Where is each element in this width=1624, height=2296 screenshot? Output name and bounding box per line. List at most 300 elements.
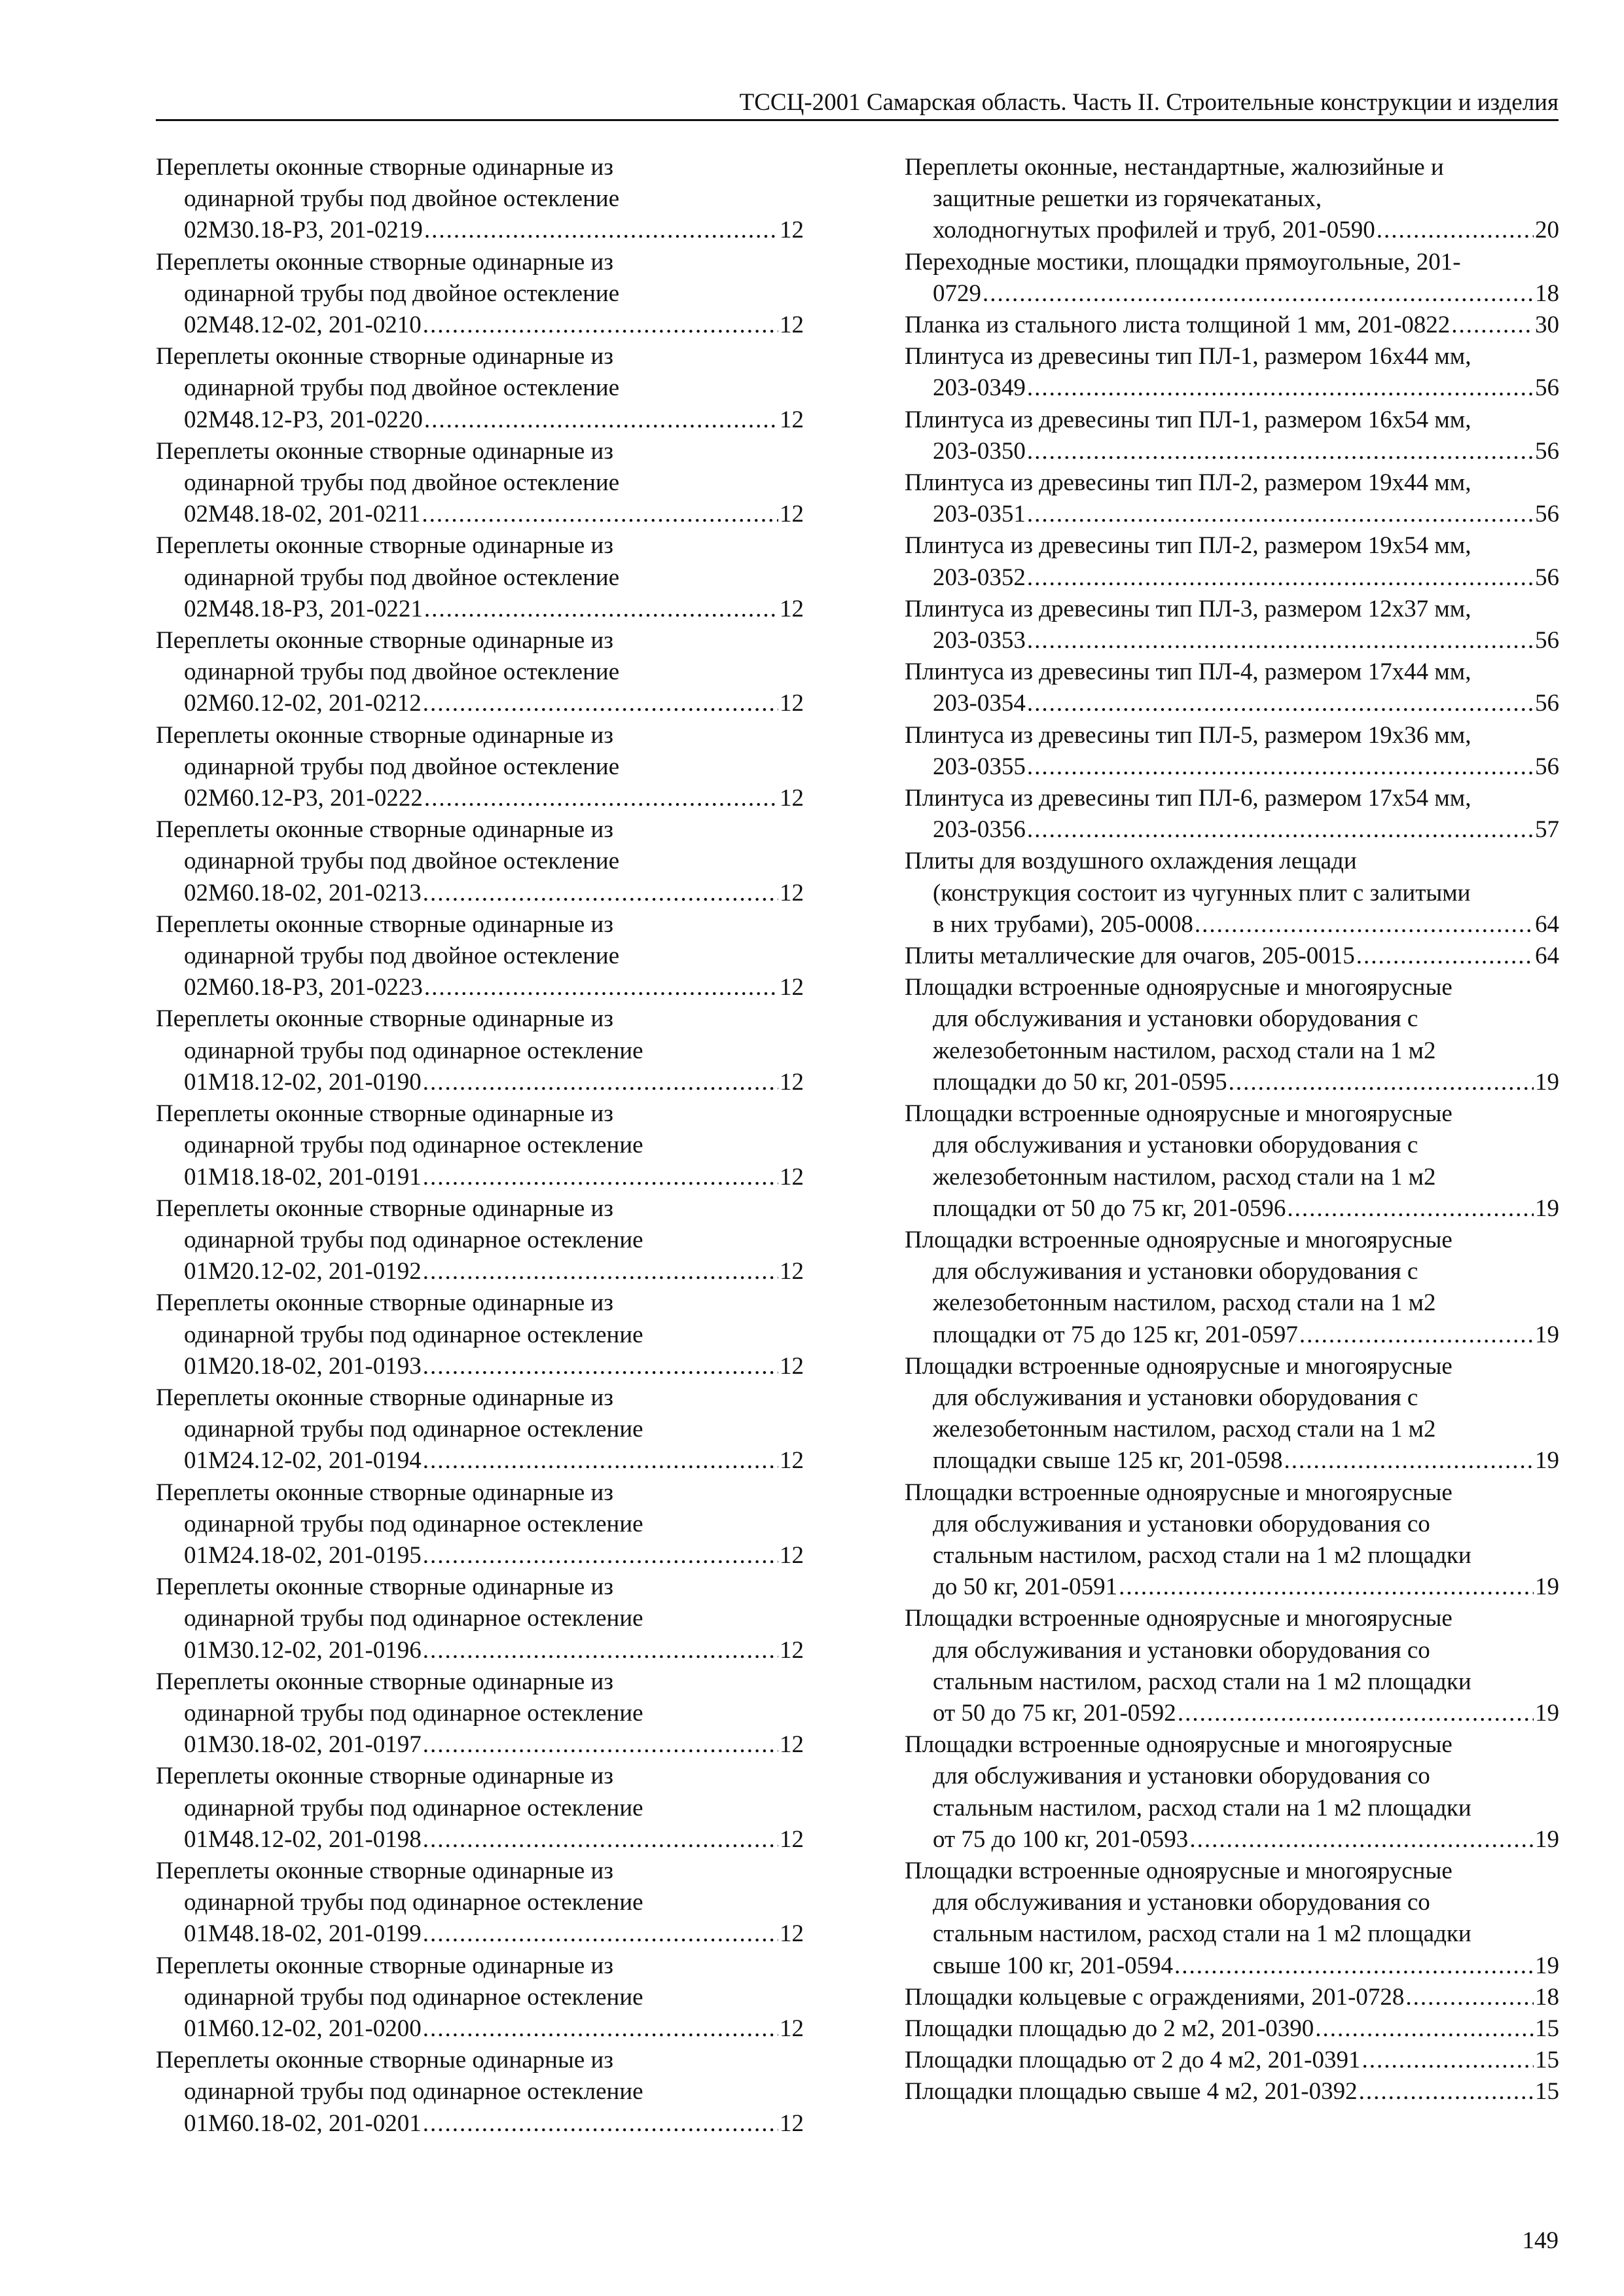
index-entry-text: Переплеты оконные створные одинарные из [156,343,613,370]
index-entry-last-line [156,1256,804,1287]
index-entry-last-line [905,215,1559,246]
index-entry-page: 20 [1535,217,1559,244]
dot-leader [1027,436,1534,467]
index-entry [905,720,1559,783]
index-entry-code: 02М30.18-Р3, 201-0219 [184,217,423,244]
index-entry-code: 203-0353 [933,627,1026,655]
index-entry-last-line [156,310,804,341]
index-entry-page: 64 [1535,942,1559,970]
index-entry-page: 18 [1535,279,1559,307]
index-entry [156,2045,804,2140]
index-entry-page: 12 [780,2015,804,2042]
dot-leader [1299,1319,1534,1351]
index-entry-text: Переплеты оконные створные одинарные из [156,1479,613,1506]
index-column-left [156,152,804,2140]
index-entry-code: 01М20.18-02, 201-0193 [184,1352,422,1380]
dot-leader [423,310,778,341]
index-entry-page: 15 [1535,2047,1559,2074]
dot-leader [1027,625,1534,656]
index-entry [905,1477,1559,1604]
index-entry [905,247,1559,310]
index-entry [905,941,1559,972]
index-entry-text: железобетонным настилом, расход стали на 1 м2 [933,1163,1436,1191]
index-entry-code: 02М60.12-Р3, 201-0222 [184,785,423,812]
index-entry-last-line [156,1729,804,1761]
index-entry-text: одинарной трубы под одинарное остекление [184,1321,643,1348]
index-entry [905,1856,1559,1982]
index-entry-text: железобетонным настилом, расход стали на 1 м2 [933,1416,1436,1443]
index-entry-text: Переплеты оконные створные одинарные из [156,1857,613,1884]
dot-leader [1195,909,1534,941]
index-entry-text: для обслуживания и установки оборудования с [933,1384,1418,1411]
index-entry-text: Переплеты оконные, нестандартные, жалюзийные и [905,154,1444,181]
index-entry-page: 56 [1535,753,1559,780]
index-entry-text: Плинтуса из древесины тип ПЛ-6, размером 17х54 мм, [905,785,1471,812]
index-entry-page: 18 [1535,1983,1559,2011]
index-entry [156,1003,804,1098]
index-entry-last-line [905,751,1559,783]
index-entry-last-line [905,814,1559,846]
index-entry-code: 203-0354 [933,690,1026,717]
index-entry-code: площадки свыше 125 кг, 201-0598 [933,1447,1283,1475]
index-entry-text: одинарной трубы под одинарное остекление [184,1132,643,1159]
dot-leader [423,1918,778,1950]
index-entry-last-line [905,1319,1559,1351]
index-entry-page: 12 [780,1258,804,1285]
index-entry-text: Переплеты оконные створные одинарные из [156,816,613,844]
index-entry-text: Плинтуса из древесины тип ПЛ-4, размером 17х44 мм, [905,658,1471,686]
index-entry-page: 56 [1535,564,1559,591]
index-entry-text: стальным настилом, расход стали на 1 м2 площадки [933,1794,1471,1821]
index-entry-code: 01М30.12-02, 201-0196 [184,1636,422,1664]
index-entry-text: Площадки встроенные одноярусные и многоярусные [905,1857,1453,1884]
dot-leader [423,1540,778,1571]
index-entry-page: 12 [780,312,804,339]
index-entry-text: Площадки встроенные одноярусные и многоярусные [905,974,1453,1001]
index-entry-text: одинарной трубы под одинарное остекление [184,1794,643,1821]
index-entry-page: 64 [1535,910,1559,938]
index-entry [156,1761,804,1856]
index-column-right [905,152,1559,2108]
index-entry [905,467,1559,530]
index-entry [905,1225,1559,1351]
index-entry-page: 19 [1535,1699,1559,1727]
index-entry-text: одинарной трубы под двойное остекление [184,753,620,780]
index-entry-last-line [156,1540,804,1571]
dot-leader [1287,1193,1534,1225]
index-entry-page: 19 [1535,1825,1559,1853]
index-entry-code: 02М48.18-Р3, 201-0221 [184,595,423,622]
index-entry-page: 19 [1535,1952,1559,1979]
index-entry-last-line [905,1445,1559,1477]
index-entry-code: 01М30.18-02, 201-0197 [184,1731,422,1759]
index-entry-code: 01М48.12-02, 201-0198 [184,1825,422,1853]
index-entry-page: 12 [780,1920,804,1948]
index-entry-text: Плинтуса из древесины тип ПЛ-1, размером 16х44 мм, [905,343,1471,370]
dot-leader [1229,1067,1534,1098]
index-entry-page: 56 [1535,627,1559,655]
index-entry-text: Переплеты оконные створные одинарные из [156,1573,613,1601]
index-entry-page: 19 [1535,1321,1559,1348]
index-entry-text: для обслуживания и установки оборудования с [933,1005,1418,1033]
dot-leader [1178,1698,1534,1729]
index-entry-text: Переходные мостики, площадки прямоугольные, 201- [905,248,1461,276]
index-entry-text: Переплеты оконные створные одинарные из [156,627,613,655]
index-entry-text: Плинтуса из древесины тип ПЛ-5, размером 19х36 мм, [905,721,1471,749]
index-entry-page: 12 [780,974,804,1001]
dot-leader [1027,688,1534,719]
index-entry-text: Переплеты оконные створные одинарные из [156,2047,613,2074]
index-entry-last-line [156,594,804,625]
index-entry-text: Переплеты оконные створные одинарные из [156,248,613,276]
index-entry-last-line [156,1824,804,1856]
index-entry [905,310,1559,341]
index-entry-text: одинарной трубы под одинарное остекление [184,1983,643,2011]
index-entry-page: 12 [780,1352,804,1380]
dot-leader [423,2013,778,2045]
index-entry-text: одинарной трубы под одинарное остекление [184,1889,643,1916]
dot-leader [1174,1950,1534,1982]
index-entry [156,1287,804,1382]
dot-leader [1405,1982,1534,2013]
index-entry-last-line [156,878,804,909]
index-entry [905,1351,1559,1477]
index-entry-page: 30 [1535,312,1559,339]
index-entry-text: для обслуживания и установки оборудования со [933,1763,1430,1790]
index-entry-last-line [156,1445,804,1477]
dot-leader [1359,2076,1534,2108]
index-entry-text: стальным настилом, расход стали на 1 м2 площадки [933,1668,1471,1695]
dot-leader [424,404,778,436]
index-entry-code: до 50 кг, 201-0591 [933,1573,1118,1601]
index-entry-text: одинарной трубы под двойное остекление [184,469,620,497]
index-entry-last-line [156,1635,804,1666]
index-entry-last-line [156,783,804,814]
index-entry-page: 12 [780,1163,804,1191]
index-entry-code: 02М48.12-02, 201-0210 [184,312,422,339]
index-entry-text: одинарной трубы под двойное остекление [184,564,620,591]
dot-leader [1119,1571,1534,1603]
index-entry [905,341,1559,404]
index-entry [156,1950,804,2045]
index-entry-last-line [905,436,1559,467]
index-entry-text: Плинтуса из древесины тип ПЛ-2, размером 19х54 мм, [905,532,1471,560]
index-entry-text: для обслуживания и установки оборудования с [933,1258,1418,1285]
index-entry [156,1098,804,1193]
index-entry-last-line [905,2076,1559,2108]
index-entry-last-line [156,1351,804,1382]
index-entry-code: 203-0352 [933,564,1026,591]
index-entry-page: 12 [780,1541,804,1569]
index-entry-last-line [156,1162,804,1193]
index-entry-last-line [156,2013,804,2045]
index-entry [156,1193,804,1288]
index-entry-code: 01М48.18-02, 201-0199 [184,1920,422,1948]
index-entry-code: 02М60.18-02, 201-0213 [184,879,422,906]
index-entry [156,1477,804,1572]
index-entry-page: 19 [1535,1068,1559,1096]
index-entry-text: Переплеты оконные створные одинарные из [156,1668,613,1695]
dot-leader [1284,1445,1534,1477]
dot-leader [1027,562,1534,594]
index-entry-text: Переплеты оконные створные одинарные из [156,437,613,465]
index-entry [156,1571,804,1666]
index-entry-code: 01М60.18-02, 201-0201 [184,2109,422,2137]
index-entry-text: Плиты для воздушного охлаждения лещади [905,848,1357,875]
index-entry-code: 01М18.12-02, 201-0190 [184,1068,422,1096]
index-entry [156,720,804,815]
index-entry-page: 15 [1535,2078,1559,2106]
index-entry [905,846,1559,941]
index-entry-code: 01М24.18-02, 201-0195 [184,1541,422,1569]
index-entry-page: 12 [780,217,804,244]
index-entry-last-line [905,278,1559,310]
index-entry [905,152,1559,247]
dot-leader [423,1635,778,1666]
dot-leader [1315,2013,1534,2045]
index-entry-text: Площадки встроенные одноярусные и многоярусные [905,1731,1453,1759]
index-entry [905,972,1559,1098]
index-entry-code: 01М24.12-02, 201-0194 [184,1447,422,1475]
index-entry-code: 01М20.12-02, 201-0192 [184,1258,422,1285]
index-entry [905,404,1559,467]
index-entry-last-line [156,1918,804,1950]
page-number: 149 [1522,2227,1559,2254]
index-entry-code: 02М60.12-02, 201-0212 [184,690,422,717]
index-entry [156,436,804,531]
index-entry-page: 57 [1535,816,1559,844]
index-entry-code: Плиты металлические для очагов, 205-0015 [905,942,1355,970]
index-entry-code: Площадки площадью от 2 до 4 м2, 201-0391 [905,2047,1361,2074]
index-entry [905,1098,1559,1225]
index-entry-text: для обслуживания и установки оборудования с [933,1132,1418,1159]
index-entry-text: одинарной трубы под одинарное остекление [184,1699,643,1727]
index-entry-text: для обслуживания и установки оборудования со [933,1510,1430,1537]
index-entry [905,1603,1559,1729]
index-entry-last-line [156,215,804,246]
dot-leader [1356,941,1534,972]
index-entry [905,2076,1559,2108]
index-entry-last-line [905,1067,1559,1098]
index-entry-text: одинарной трубы под одинарное остекление [184,1037,643,1064]
index-entry-text: Площадки встроенные одноярусные и многоярусные [905,1479,1453,1506]
dot-leader [424,783,778,814]
index-entry-text: одинарной трубы под двойное остекление [184,658,620,686]
index-entry-page: 19 [1535,1447,1559,1475]
index-entry-last-line [905,909,1559,941]
index-entry [905,656,1559,719]
index-entry-last-line [905,625,1559,656]
index-entry-page: 12 [780,406,804,433]
index-entry-last-line [156,2108,804,2140]
index-entry-last-line [905,2045,1559,2076]
index-entry [905,530,1559,593]
index-entry-text: Переплеты оконные створные одинарные из [156,1384,613,1411]
index-entry-text: Площадки встроенные одноярусные и многоярусные [905,1226,1453,1253]
index-entry-text: Переплеты оконные створные одинарные из [156,1194,613,1222]
index-entry-last-line [905,1193,1559,1225]
index-entry-text: одинарной трубы под одинарное остекление [184,2078,643,2106]
index-entry-code: Площадки кольцевые с ограждениями, 201-0728 [905,1983,1405,2011]
dot-leader [423,1351,778,1382]
index-entry-last-line [156,404,804,436]
index-entry [156,1666,804,1761]
index-entry-code: 203-0356 [933,816,1026,844]
index-entry-code: 02М48.18-02, 201-0211 [184,501,421,528]
index-entry-page: 12 [780,785,804,812]
index-entry-text: Площадки встроенные одноярусные и многоярусные [905,1605,1453,1632]
index-entry-text: для обслуживания и установки оборудования со [933,1636,1430,1664]
index-entry-code: холодногнутых профилей и труб, 201-0590 [933,217,1375,244]
index-entry-page: 12 [780,501,804,528]
index-entry-text: Переплеты оконные створные одинарные из [156,532,613,560]
dot-leader [1451,310,1534,341]
index-entry [905,1982,1559,2013]
index-entry [156,247,804,342]
index-entry-text: Переплеты оконные створные одинарные из [156,910,613,938]
dot-leader [423,688,778,719]
index-entry-page: 12 [780,2109,804,2137]
index-entry-code: 01М18.18-02, 201-0191 [184,1163,422,1191]
index-entry-page: 56 [1535,690,1559,717]
index-entry-page: 12 [780,1731,804,1759]
dot-leader [1377,215,1534,246]
index-entry-text: Плинтуса из древесины тип ПЛ-2, размером 19х44 мм, [905,469,1471,497]
index-entry-page: 15 [1535,2015,1559,2042]
index-entry-text: (конструкция состоит из чугунных плит с залитыми [933,879,1471,906]
index-entry-text: одинарной трубы под одинарное остекление [184,1605,643,1632]
index-entry-last-line [905,1950,1559,1982]
index-entry [156,341,804,436]
index-entry [905,1729,1559,1856]
index-entry-page: 12 [780,1447,804,1475]
index-entry [156,530,804,625]
index-entry-page: 12 [780,595,804,622]
index-entry-page: 19 [1535,1573,1559,1601]
dot-leader [1027,814,1534,846]
index-entry-code: от 50 до 75 кг, 201-0592 [933,1699,1176,1727]
index-entry-page: 12 [780,690,804,717]
index-entry-text: Переплеты оконные створные одинарные из [156,1763,613,1790]
dot-leader [423,1162,778,1193]
index-entry-text: Плинтуса из древесины тип ПЛ-1, размером 16х54 мм, [905,406,1471,433]
index-entry-page: 56 [1535,374,1559,402]
dot-leader [423,2108,778,2140]
index-entry-page: 56 [1535,437,1559,465]
dot-leader [423,1445,778,1477]
index-entry [905,2013,1559,2045]
index-entry [905,783,1559,846]
dot-leader [424,594,778,625]
page-header [156,86,1559,121]
index-entry-code: 0729 [933,279,981,307]
dot-leader [424,972,778,1003]
index-entry [156,152,804,247]
index-entry-page: 12 [780,1636,804,1664]
index-entry-code: свыше 100 кг, 201-0594 [933,1952,1173,1979]
index-entry-text: одинарной трубы под двойное остекление [184,374,620,402]
index-entry-code: Планка из стального листа толщиной 1 мм, 201-0822 [905,312,1451,339]
index-entry-code: Площадки площадью до 2 м2, 201-0390 [905,2015,1314,2042]
index-entry [156,1856,804,1950]
index-entry-text: Плинтуса из древесины тип ПЛ-3, размером 12х37 мм, [905,595,1471,622]
index-entry-text: стальным настилом, расход стали на 1 м2 площадки [933,1541,1471,1569]
index-entry [156,814,804,909]
index-entry-code: 203-0349 [933,374,1026,402]
index-entry-text: Переплеты оконные створные одинарные из [156,721,613,749]
index-entry-text: стальным настилом, расход стали на 1 м2 площадки [933,1920,1471,1948]
index-entry-text: одинарной трубы под двойное остекление [184,942,620,970]
index-entry-text: железобетонным настилом, расход стали на 1 м2 [933,1289,1436,1317]
index-entry-code: площадки до 50 кг, 201-0595 [933,1068,1227,1096]
index-entry-text: Площадки встроенные одноярусные и многоярусные [905,1352,1453,1380]
index-entry-code: 203-0351 [933,501,1026,528]
index-entry-text: для обслуживания и установки оборудования со [933,1889,1430,1916]
index-entry-code: 02М48.12-Р3, 201-0220 [184,406,423,433]
index-entry-last-line [905,2013,1559,2045]
dot-leader [1027,372,1534,404]
index-entry-last-line [905,372,1559,404]
index-entry-last-line [905,1698,1559,1729]
index-entry-text: защитные решетки из горячекатаных, [933,185,1322,213]
index-entry-code: 203-0355 [933,753,1026,780]
index-entry-last-line [905,941,1559,972]
index-entry-text: Переплеты оконные створные одинарные из [156,1100,613,1128]
index-entry-code: площадки от 50 до 75 кг, 201-0596 [933,1194,1286,1222]
index-entry-code: Площадки площадью свыше 4 м2, 201-0392 [905,2078,1358,2106]
index-entry-page: 19 [1535,1194,1559,1222]
dot-leader [422,499,778,530]
index-entry-code: 203-0350 [933,437,1026,465]
dot-leader [983,278,1534,310]
index-entry-last-line [156,499,804,530]
index-entry-text: одинарной трубы под двойное остекление [184,279,620,307]
index-entry-last-line [905,310,1559,341]
index-entry-text: одинарной трубы под одинарное остекление [184,1226,643,1253]
index-entry-code: в них трубами), 205-0008 [933,910,1193,938]
dot-leader [1362,2045,1534,2076]
dot-leader [423,1824,778,1856]
dot-leader [1189,1824,1534,1856]
dot-leader [423,1067,778,1098]
index-entry [156,625,804,720]
index-entry-last-line [156,1067,804,1098]
index-entry-text: одинарной трубы под одинарное остекление [184,1416,643,1443]
index-entry-code: площадки от 75 до 125 кг, 201-0597 [933,1321,1298,1348]
index-entry-text: Переплеты оконные створные одинарные из [156,1005,613,1033]
index-entry-page: 56 [1535,501,1559,528]
index-entry [156,1382,804,1477]
dot-leader [1027,751,1534,783]
index-entry-page: 12 [780,1825,804,1853]
index-entry-text: одинарной трубы под двойное остекление [184,185,620,213]
dot-leader [424,215,778,246]
index-entry-code: от 75 до 100 кг, 201-0593 [933,1825,1189,1853]
index-entry-last-line [905,1571,1559,1603]
index-entry [905,2045,1559,2076]
index-entry [905,594,1559,656]
index-entry-last-line [905,1824,1559,1856]
index-entry-last-line [905,562,1559,594]
dot-leader [423,878,778,909]
index-entry-last-line [905,688,1559,719]
index-entry-text: железобетонным настилом, расход стали на 1 м2 [933,1037,1436,1064]
index-entry-page: 12 [780,879,804,906]
dot-leader [1027,499,1534,530]
index-entry-text: одинарной трубы под двойное остекление [184,848,620,875]
index-entry-last-line [156,972,804,1003]
index-entry-text: Переплеты оконные створные одинарные из [156,1952,613,1979]
